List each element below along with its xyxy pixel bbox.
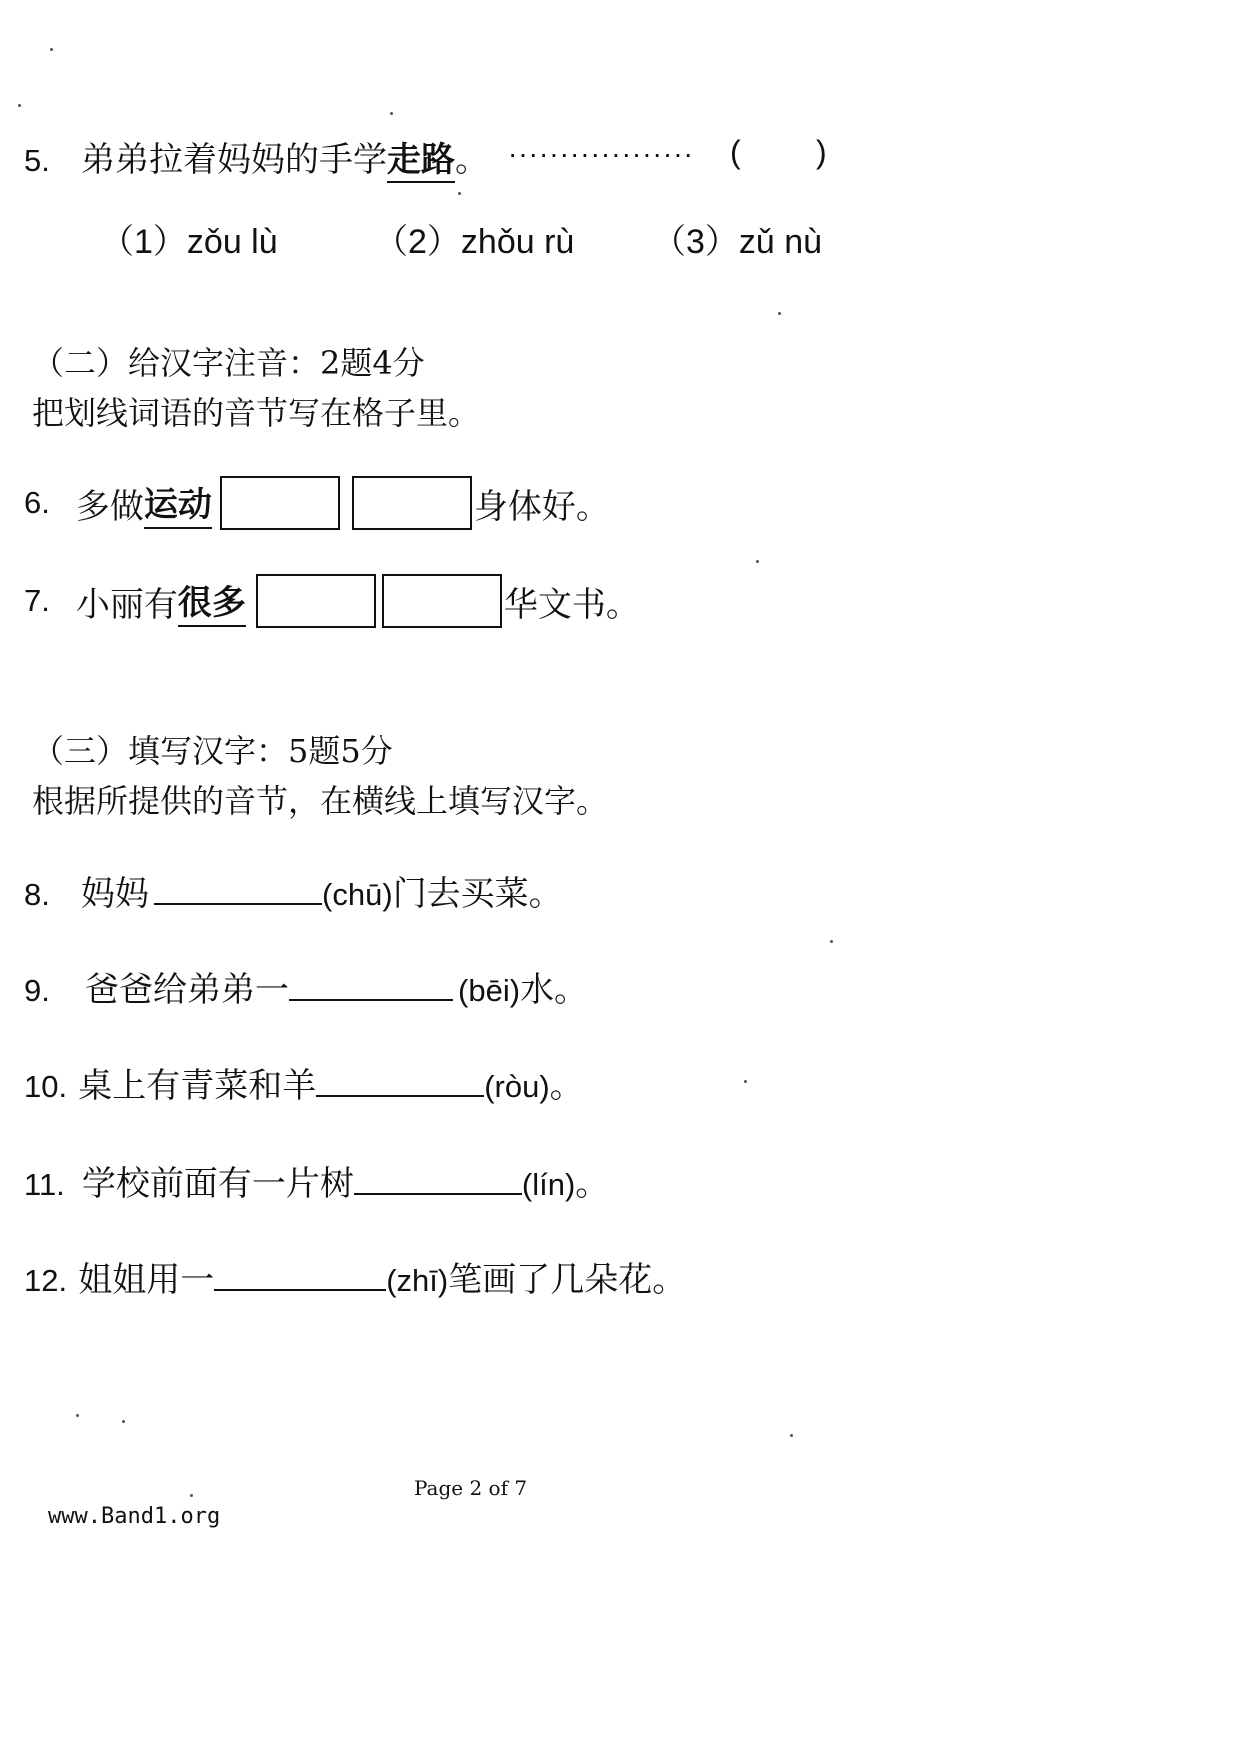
question-text: 姐姐用一: [78, 1260, 215, 1300]
pinyin-hint: (ròu): [484, 1069, 550, 1104]
option-3[interactable]: [652, 214, 822, 263]
question-6: [24, 476, 610, 530]
question-8: [24, 866, 563, 915]
scan-speck: [50, 48, 53, 51]
question-text-end: 笔画了几朵花。: [448, 1260, 687, 1300]
question-text: 小丽有: [75, 584, 178, 625]
scan-speck: [18, 104, 21, 107]
question-text-end: 门去买菜。: [392, 874, 563, 914]
question-number: 12.: [24, 1263, 68, 1298]
answer-blank[interactable]: [214, 1261, 386, 1291]
scan-speck: [756, 560, 759, 563]
question-text: 妈妈: [80, 874, 149, 914]
question-number: 10.: [24, 1069, 68, 1104]
scan-speck: [76, 1414, 79, 1417]
question-text-end: 身体好。: [473, 486, 610, 527]
question-number: 7.: [24, 583, 50, 618]
question-5: [24, 132, 489, 181]
pinyin-hint: (bēi): [458, 973, 521, 1008]
question-9: [24, 962, 588, 1011]
pinyin-answer-box[interactable]: [352, 476, 472, 530]
option-label: （2）: [374, 223, 461, 261]
answer-blank[interactable]: [289, 971, 453, 1001]
question-text-end: 水。: [520, 970, 589, 1010]
option-2[interactable]: [374, 214, 574, 263]
scan-speck: [790, 1434, 793, 1437]
underlined-word: 运动: [144, 477, 212, 529]
section-2-title: （二）给汉字注音：2题4分: [32, 344, 425, 382]
underlined-word: 很多: [178, 575, 246, 627]
question-end: 。: [454, 140, 489, 180]
pinyin-answer-box[interactable]: [256, 574, 376, 628]
question-text: 多做: [75, 486, 144, 527]
question-text-end: 。: [549, 1066, 584, 1106]
question-text: 桌上有青菜和羊: [78, 1066, 317, 1106]
section-3-instruction: 根据所提供的音节，在横线上填写汉字。: [32, 782, 609, 820]
question-7: [24, 574, 640, 628]
pinyin-hint: (lín): [521, 1167, 576, 1202]
section-2-instruction: 把划线词语的音节写在格子里。: [32, 394, 481, 432]
question-10: [24, 1058, 584, 1107]
scan-speck: [390, 112, 393, 115]
question-text: 学校前面有一片树: [81, 1164, 354, 1204]
website-url: www.Band1.org: [48, 1504, 221, 1529]
pinyin-answer-box[interactable]: [220, 476, 340, 530]
option-label: （1）: [100, 223, 187, 261]
question-number: 11.: [24, 1167, 65, 1202]
page-number: Page 2 of 7: [414, 1476, 528, 1500]
scan-speck: [458, 192, 461, 195]
question-text: 弟弟拉着妈妈的手学: [80, 140, 387, 180]
answer-blank[interactable]: [354, 1165, 522, 1195]
answer-paren-close: ): [816, 134, 827, 170]
option-pinyin: zhǒu rù: [460, 223, 575, 261]
option-pinyin: zǒu lù: [186, 223, 278, 261]
question-number: 5.: [24, 143, 50, 178]
option-label: （3）: [652, 223, 739, 261]
answer-paren-open: (: [730, 134, 741, 170]
scan-speck: [778, 312, 781, 315]
question-text-end: 华文书。: [503, 584, 640, 625]
answer-blank[interactable]: [316, 1067, 484, 1097]
scan-speck: [830, 940, 833, 943]
question-text: 爸爸给弟弟一: [84, 970, 289, 1010]
section-3-title: （三）填写汉字：5题5分: [32, 732, 393, 770]
answer-blank[interactable]: [154, 875, 322, 905]
question-number: 6.: [24, 485, 50, 520]
option-pinyin: zǔ nù: [738, 223, 823, 261]
question-11: [24, 1156, 609, 1205]
scan-speck: [122, 1420, 125, 1423]
pinyin-answer-box[interactable]: [382, 574, 502, 628]
pinyin-hint: (chū): [322, 877, 393, 912]
option-1[interactable]: [100, 214, 278, 263]
question-text-end: 。: [575, 1164, 610, 1204]
scan-speck: [744, 1080, 747, 1083]
underlined-word: 走路: [387, 140, 455, 183]
question-number: 9.: [24, 973, 50, 1008]
question-12: [24, 1252, 686, 1301]
scan-speck: [190, 1494, 193, 1497]
question-number: 8.: [24, 877, 50, 912]
pinyin-hint: (zhī): [386, 1263, 449, 1298]
leader-dots: ··················: [508, 138, 694, 169]
